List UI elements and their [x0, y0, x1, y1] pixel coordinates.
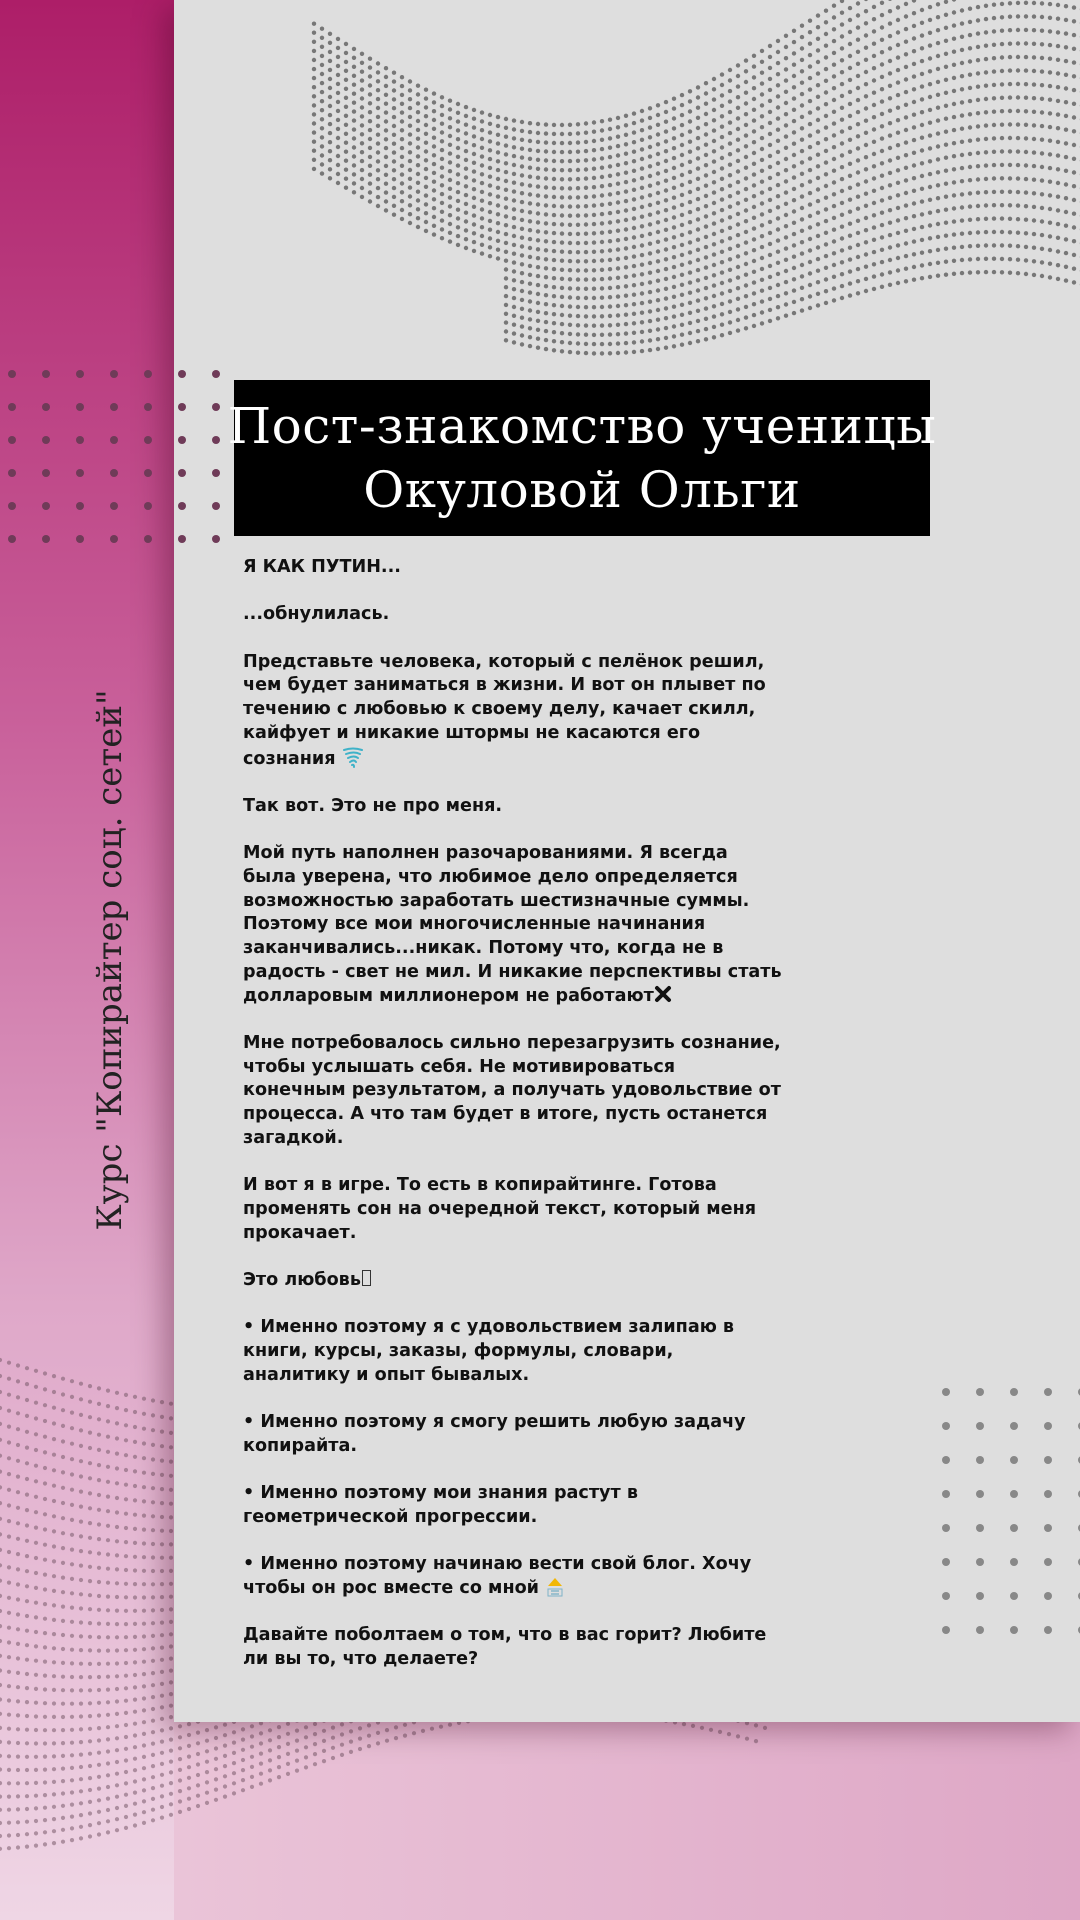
post-paragraph-4: Так вот. Это не про меня.: [243, 795, 503, 816]
tornado-emoji-icon: [342, 746, 364, 768]
post-paragraph-5: Мой путь наполнен разочарованиями. Я всегда была уверена, что любимое дело определяется возможностью заработать шестизначные суммы. Поэтому все мои многочисленные начинания заканчивались...никак. Потому что, когда не в радость - свет не мил. И никакие перспективы стать долларовым миллионером не работают: [243, 843, 782, 1006]
post-paragraph-2: ...обнулилась.: [243, 604, 390, 625]
post-paragraph-8: Это любовь: [243, 1269, 783, 1293]
post-bullet-2: • Именно поэтому я смогу решить любую задачу копирайта.: [243, 1412, 746, 1456]
post-paragraph-6: Мне потребовалось сильно перезагрузить сознание, чтобы услышать себя. Не мотивироваться конечным результатом, а получать удовольствие от процесса. А что там будет в итоге, пусть останется загадкой.: [243, 1032, 781, 1148]
course-side-label: Курс "Копирайтер соц. сетей": [90, 689, 130, 1231]
dot-grid-left-decoration: [0, 362, 240, 552]
post-paragraph-7: И вот я в игре. То есть в копирайтинге. Готова променять сон на очередной текст, который меня прокачает.: [243, 1175, 757, 1243]
post-bullet-3: • Именно поэтому мои знания растут в геометрической прогрессии.: [243, 1483, 638, 1527]
post-body: [243, 556, 783, 1696]
top-arrow-emoji-icon: [545, 1577, 565, 1599]
post-bullet-4: • Именно поэтому начинаю вести свой блог. Хочу чтобы он рос вместе со мной: [243, 1554, 752, 1599]
post-heading: [243, 556, 783, 580]
title-banner: [227, 380, 937, 536]
cross-mark-emoji-icon: [654, 985, 672, 1003]
post-closing: Давайте поболтаем о том, что в вас горит? Любите ли вы то, что делаете?: [243, 1625, 767, 1670]
title-line-2: Окуловой Ольги: [363, 461, 801, 519]
title-line-1: Пост-знакомство ученицы: [227, 397, 937, 455]
post-paragraph-3: Представьте человека, который с пелёнок решил, чем будет заниматься в жизни. И вот он плывет по течению с любовью к своему делу, качает скилл, кайфует и никакие штормы не касаются его сознания: [243, 651, 766, 769]
post-paragraph: Я КАК ПУТИН...: [243, 557, 401, 577]
missing-glyph-icon: [362, 1270, 371, 1286]
dot-grid-right-decoration: [934, 1380, 1080, 1640]
post-bullet-1: • Именно поэтому я с удовольствием залипаю в книги, курсы, заказы, формулы, словари, аналитику и опыт бывалых.: [243, 1317, 735, 1385]
